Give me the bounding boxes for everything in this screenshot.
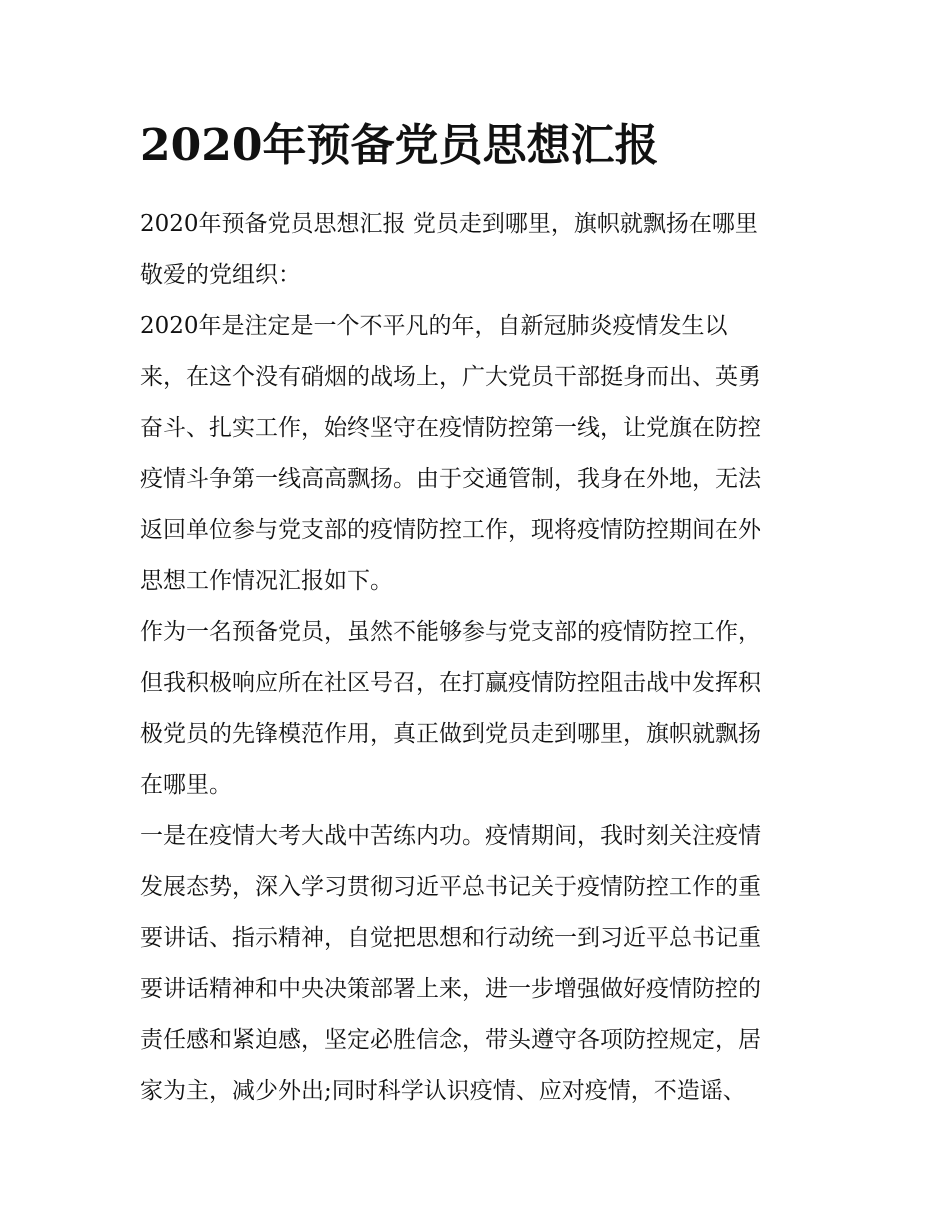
body-line: 思想工作情况汇报如下。	[140, 568, 393, 594]
body-line: 家为主，减少外出;同时科学认识疫情、应对疫情，不造谣、	[140, 1078, 746, 1104]
body-line: 疫情斗争第一线高高飘扬。由于交通管制，我身在外地，无法	[140, 466, 761, 492]
body-line: 2020年是注定是一个不平凡的年，自新冠肺炎疫情发生以	[140, 313, 728, 339]
body-line: 返回单位参与党支部的疫情防控工作，现将疫情防控期间在外	[140, 517, 761, 543]
body-line: 来，在这个没有硝烟的战场上，广大党员干部挺身而出、英勇	[140, 364, 761, 390]
body-line: 在哪里。	[140, 772, 232, 798]
body-line: 一是在疫情大考大战中苦练内功。疫情期间，我时刻关注疫情	[140, 823, 761, 849]
body-line: 但我积极响应所在社区号召，在打赢疫情防控阻击战中发挥积	[140, 670, 761, 696]
body-line: 极党员的先锋模范作用，真正做到党员走到哪里，旗帜就飘扬	[140, 721, 761, 747]
body-line: 作为一名预备党员，虽然不能够参与党支部的疫情防控工作，	[140, 619, 761, 645]
body-line: 要讲话精神和中央决策部署上来，进一步增强做好疫情防控的	[140, 976, 761, 1002]
document-title: 2020年预备党员思想汇报	[140, 120, 659, 171]
body-line: 2020年预备党员思想汇报 党员走到哪里，旗帜就飘扬在哪里	[140, 211, 758, 237]
body-line: 发展态势，深入学习贯彻习近平总书记关于疫情防控工作的重	[140, 874, 761, 900]
body-line: 要讲话、指示精神，自觉把思想和行动统一到习近平总书记重	[140, 925, 761, 951]
document-body	[140, 199, 820, 1117]
body-line: 奋斗、扎实工作，始终坚守在疫情防控第一线，让党旗在防控	[140, 415, 761, 441]
body-line: 敬爱的党组织：	[140, 262, 301, 288]
body-line: 责任感和紧迫感，坚定必胜信念，带头遵守各项防控规定，居	[140, 1027, 761, 1053]
